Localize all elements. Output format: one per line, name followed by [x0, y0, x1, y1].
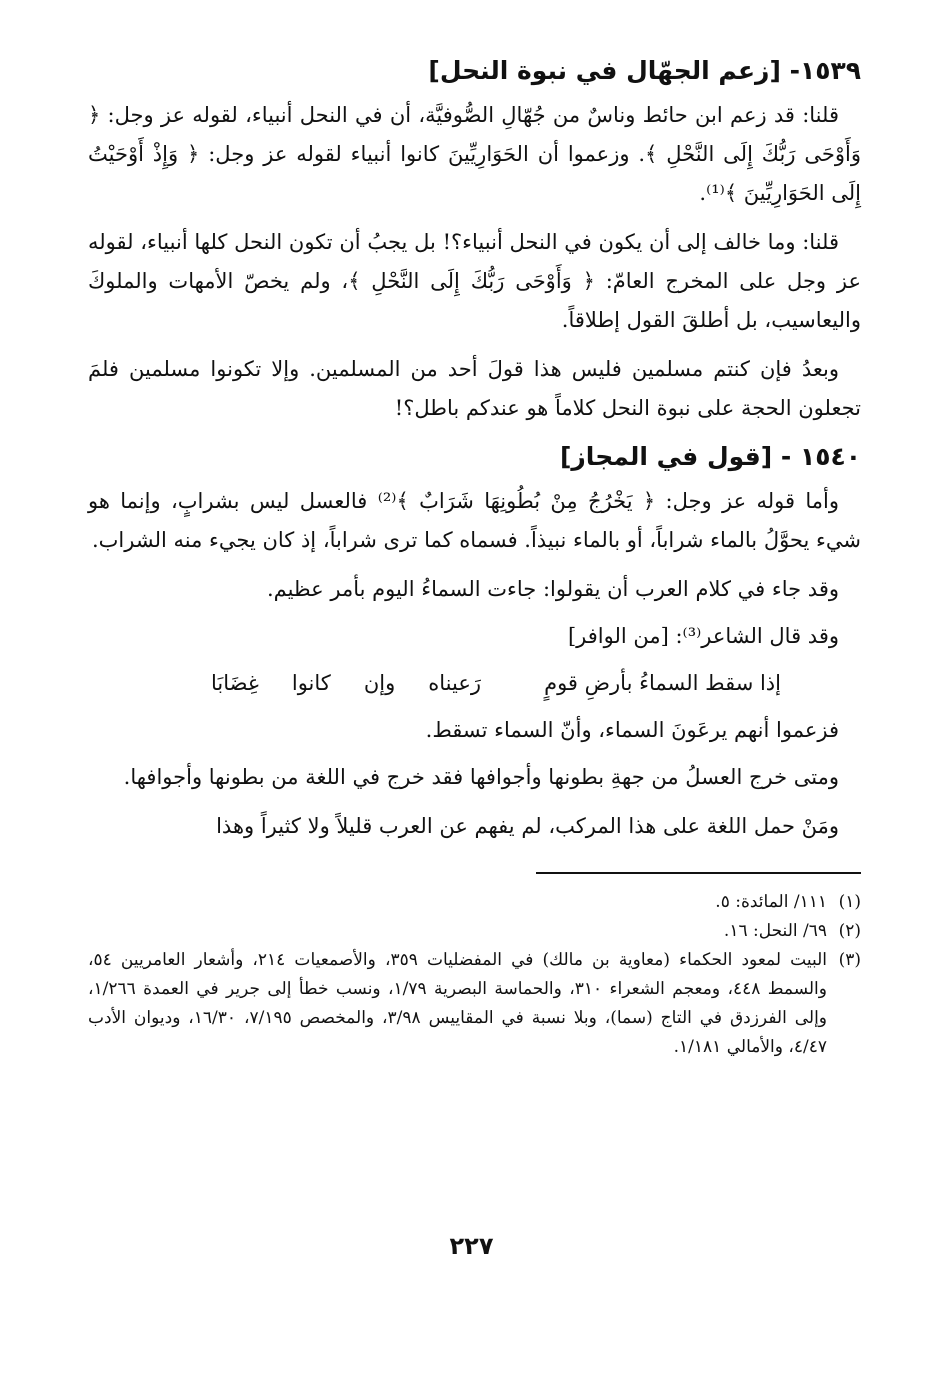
page-number: ٢٢٧	[449, 1232, 494, 1260]
paragraph-conclusion: وبعدُ فإن كنتم مسلمين فليس هذا قولَ أحد من المسلمين. وإلا تكونوا مسلمين فلمَ تجعلون الحجة على نبوة النحل كلاماً هو عندكم باطل؟!	[88, 357, 861, 420]
verse-second-hemistich: رَعيناه وإن كانوا غِضَابَا	[211, 671, 481, 695]
footnote-text: البيت لمعود الحكماء (معاوية بن مالك) في المفضليات ٣٥٩، والأصمعيات ٢١٤، وأشعار العامريين ٥٤، والسمط ٤٤٨، ومعجم الشعراء ٣١٠، والحماسة البصرية ١/٧٩، ونسب خطأ إلى جرير في العمدة ١/٢٦٦، وإلى الفرزدق في التاج (سما)، وبلا نسبة في المقاييس ٣/٩٨، والمخصص ٧/١٩٥، ١٦/٣٠، وديوان الأدب ٤/٤٧، والأمالي ١/١٨١.	[88, 950, 828, 1057]
footnote-number: (١)	[838, 892, 861, 912]
line-arab-speech: وقد جاء في كلام العرب أن يقولوا: جاءت السماءُ اليوم بأمر عظيم.	[266, 577, 839, 601]
footnote-separator	[536, 872, 861, 874]
paragraph-sufi-claim: قلنا: قد زعم ابن حائط وناسٌ من جُهّالِ الصُّوفيَّة، أن في النحل أنبياء، لقوله عز وجل: ﴿ وَأَوْحَى رَبُّكَ إِلَى النَّحْلِ ﴾. وزعموا أن الحَوَارِيِّينَ كانوا أنبياء لقوله عز وجل: ﴿ وَإِذْ أَوْحَيْتُ إِلَى الحَوَارِيِّينَ ﴾⁽¹⁾.	[88, 103, 861, 205]
paragraph-language: ومَنْ حمل اللغة على هذا المركب، لم يفهم عن العرب قليلاً ولا كثيراً وهذا	[216, 814, 839, 838]
footnote-number: (٣)	[838, 950, 861, 970]
footnote-text: ١١١/ المائدة: ٥.	[715, 892, 827, 912]
footnotes	[88, 888, 861, 1062]
footnote-1	[88, 888, 861, 917]
paragraph-honey-drink: وأما قوله عز وجل: ﴿ يَخْرُجُ مِنْ بُطُونِهَا شَرَابٌ ﴾⁽²⁾ فالعسل ليس بشرابٍ، وإنما هو شيء يحوَّلُ بالماء شراباً، أو بالماء نبيذاً. فسماه كما ترى شراباً، إذ كان يجيء منه الشراب.	[88, 489, 861, 552]
footnote-2	[88, 917, 861, 946]
footnote-text: ٦٩/ النحل: ١٦.	[723, 921, 827, 941]
paragraph-honey-exit: ومتى خرج العسلُ من جهةِ بطونها وأجوافها فقد خرج في اللغة من بطونها وأجوافها.	[123, 765, 839, 789]
section-heading-1539: ١٥٣٩- [زعم الجهّال في نبوة النحل]	[428, 56, 861, 85]
verse-first-hemistich: إذا سقط السماءُ بأرضِ قومٍ	[544, 671, 781, 695]
book-page	[88, 52, 861, 1385]
footnote-3	[88, 946, 861, 1062]
section-heading-1540: ١٥٤٠ - [قول في المجاز]	[559, 442, 861, 471]
line-verse-explanation: فزعموا أنهم يرعَونَ السماء، وأنّ السماء تسقط.	[425, 718, 839, 742]
footnote-number: (٢)	[838, 921, 861, 941]
line-poet-intro: وقد قال الشاعر⁽³⁾: [من الوافر]	[567, 624, 839, 648]
paragraph-rebuttal: قلنا: وما خالف إلى أن يكون في النحل أنبياء؟! بل يجبُ أن تكون النحل كلها أنبياء، لقوله عز وجل على المخرج العامّ: ﴿ وَأَوْحَى رَبُّكَ إِلَى النَّحْلِ ﴾، ولم يخصّ الأمهات والملوكَ واليعاسيب، بل أطلقَ القول إطلاقاً.	[88, 230, 861, 332]
poem-verse	[88, 664, 861, 703]
